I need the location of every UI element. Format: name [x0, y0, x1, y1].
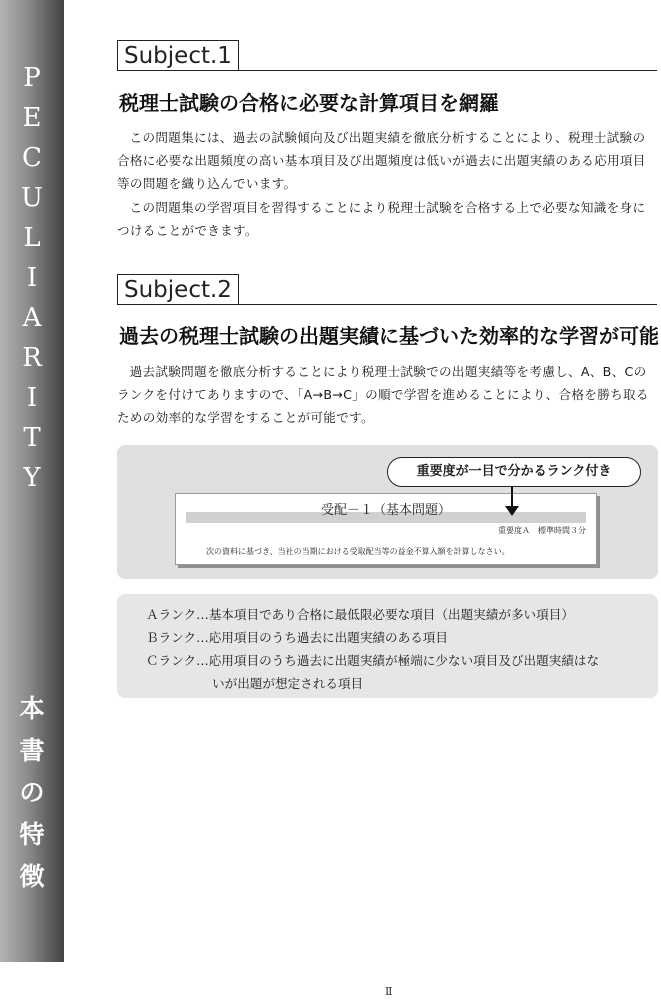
subject1-paragraph-2: この問題集の学習項目を習得することにより税理士試験を合格する上で必要な知識を身につけることができます。: [117, 200, 646, 238]
sidebar-letter: P: [23, 63, 41, 93]
subject2-rule: [117, 304, 657, 305]
rank-a: Ａランク…基本項目であり合格に最低限必要な項目（出題実績が多い項目）: [146, 607, 574, 622]
sidebar-letter: A: [22, 303, 42, 333]
sidebar-letter: U: [21, 183, 43, 213]
sidebar-kanji: [0, 688, 64, 898]
rank-b: Ｂランク…応用項目のうち過去に出題実績のある項目: [146, 630, 448, 645]
rank-c: Ｃランク…応用項目のうち過去に出題実績が極端に少ない項目及び出題実績はな: [146, 653, 600, 668]
sidebar-letter: I: [26, 383, 38, 413]
subject1-label: Subject.1: [117, 40, 239, 71]
subject1-paragraph-1: この問題集には、過去の試験傾向及び出題実績を徹底分析することにより、税理士試験の合格に必要な出題頻度の高い基本項目及び出題頻度は低いが過去に出題実績のある応用項目等の問題を織り込んでいます。: [117, 130, 646, 191]
sidebar-letters: [0, 58, 64, 498]
sidebar-letter: L: [23, 223, 41, 253]
rank-c-continued: いが出題が想定される項目: [212, 676, 364, 691]
callout-bubble: 重要度が一目で分かるランク付き: [387, 457, 641, 487]
page-number: Ⅱ: [385, 985, 393, 998]
sidebar-kanji-char: 書: [19, 736, 45, 765]
sidebar-letter: E: [22, 103, 42, 133]
subject2-label: Subject.2: [117, 274, 239, 305]
subject2-heading: 過去の税理士試験の出題実績に基づいた効率的な学習が可能: [119, 324, 659, 348]
problem-card: [175, 493, 597, 565]
problem-title: 受配－１（基本問題）: [320, 503, 451, 518]
subject1-rule: [117, 70, 657, 71]
sidebar-letter: I: [26, 263, 38, 293]
sidebar-letter: Y: [23, 463, 41, 493]
sidebar-letter: T: [23, 423, 41, 453]
arrow-down-icon: [505, 506, 519, 516]
sidebar-peculiarity: [0, 0, 64, 962]
subject1-heading: 税理士試験の合格に必要な計算項目を網羅: [119, 91, 499, 115]
sidebar-letter: R: [22, 343, 42, 373]
sidebar-kanji-char: 徴: [19, 862, 45, 891]
sidebar-kanji-char: 本: [19, 694, 45, 723]
sidebar-kanji-char: 特: [19, 820, 45, 849]
subject2-paragraph: 過去試験問題を徹底分析することにより税理士試験での出題実績等を考慮し、A、B、Cのランクを付けてありますので、「A→B→C」の順で学習を進めることにより、合格を勝ち取るための効率的な学習をすることが可能です。: [117, 364, 649, 425]
problem-instruction: 次の資料に基づき、当社の当期における受取配当等の益金不算入額を計算しなさい。: [206, 547, 510, 556]
problem-meta: 重要度Ａ 標準時間３分: [498, 526, 586, 535]
sidebar-letter: C: [22, 143, 42, 173]
sidebar-kanji-char: の: [19, 778, 45, 807]
